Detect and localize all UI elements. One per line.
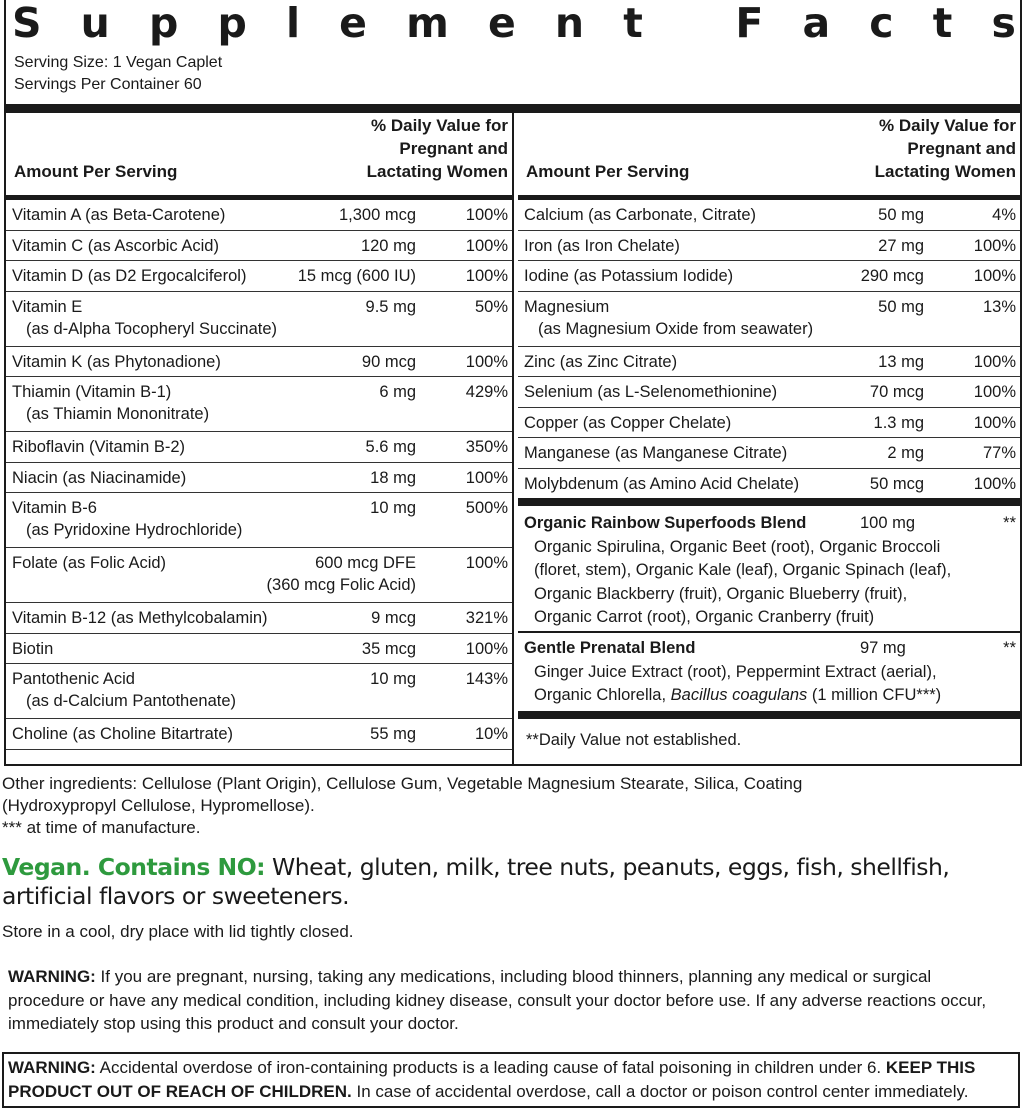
nutrient-amount: 9 mcg: [371, 609, 416, 627]
nutrient-source: (as d-Alpha Tocopheryl Succinate): [26, 319, 277, 338]
rainbow-blend-amount: 100 mg: [860, 514, 916, 532]
nutrient-name: Riboflavin (Vitamin B-2): [12, 438, 186, 456]
nutrient-daily-value: 50%: [474, 297, 508, 316]
servings-per-container: Servings Per Container 60: [14, 76, 202, 93]
nutrient-amount: 120 mg: [360, 236, 416, 255]
nutrient-daily-value: 4%: [992, 206, 1016, 224]
nutrient-amount: 35 mcg: [361, 639, 416, 658]
nutrient-row: [6, 261, 512, 292]
nutrient-amount: 2 mg: [887, 444, 924, 462]
nutrient-amount: 90 mcg: [361, 352, 416, 371]
nutrient-name: Choline (as Choline Bitartrate): [12, 725, 234, 743]
warning-general: WARNING: If you are pregnant, nursing, taking any medications, including blood thinners, planning any medical or surgical procedure or have any medical condition, including kidney disease, consult your doctor before use. If any adverse reactions occur, immediately stop using this product and consult your doctor.: [8, 967, 987, 1033]
column-divider: [512, 113, 514, 764]
nutrient-name: Zinc (as Zinc Citrate): [524, 352, 678, 371]
nutrient-amount: 10 mg: [370, 499, 416, 517]
title-letter: c: [869, 0, 894, 47]
nutrient-row: [518, 469, 1020, 500]
nutrient-amount: 600 mcg DFE: [315, 554, 416, 572]
nutrient-source: (as Thiamin Mononitrate): [26, 405, 210, 423]
nutrient-daily-value: 500%: [465, 499, 508, 517]
nutrient-name: Folate (as Folic Acid): [12, 554, 167, 572]
title-letter: n: [554, 0, 585, 47]
nutrient-row: [518, 292, 1020, 347]
rainbow-blend: Organic Rainbow Superfoods Blend 100 mg ** Organic Spirulina, Organic Beet (root), Organic Broccoli (floret, stem), Organic Kale (leaf), Organic Spinach (leaf), Organic Blackberry (fruit), Organic Blueberry (fruit), Organic Carrot (root), Organic Cranberry (fruit): [524, 514, 1016, 626]
nutrient-amount: 5.6 mg: [365, 438, 416, 456]
nutrient-row: [518, 261, 1020, 292]
rainbow-blend-name: Organic Rainbow Superfoods Blend: [524, 514, 807, 532]
nutrient-daily-value: 100%: [973, 236, 1016, 255]
nutrient-name: Iodine (as Potassium Iodide): [524, 267, 734, 285]
nutrient-name: Vitamin D (as D2 Ergocalciferol): [12, 267, 247, 285]
nutrient-row: [6, 377, 512, 432]
nutrient-amount: 18 mg: [370, 468, 416, 487]
nutrient-amount: 50 mg: [878, 297, 924, 316]
vegan-label: Vegan. Contains NO:: [2, 853, 266, 881]
nutrient-amount: 70 mcg: [869, 383, 924, 401]
nutrient-source: (as Pyridoxine Hydrochloride): [26, 521, 243, 539]
nutrient-amount: 50 mcg: [869, 474, 924, 493]
nutrient-daily-value: 100%: [465, 468, 508, 487]
title-letter: e: [339, 0, 367, 47]
nutrient-name: Vitamin E: [12, 297, 83, 316]
nutrient-name: Selenium (as L-Selenomethionine): [524, 383, 778, 401]
nutrient-name: Vitamin C (as Ascorbic Acid): [12, 236, 219, 255]
title-letter: m: [406, 0, 449, 47]
nutrient-row: [6, 292, 512, 347]
nutrient-daily-value: 321%: [465, 609, 508, 627]
nutrient-name: Molybdenum (as Amino Acid Chelate): [524, 474, 800, 493]
title-letter: t: [623, 0, 643, 47]
serving-size: Serving Size: 1 Vegan Caplet: [14, 54, 223, 71]
nutrient-name: Vitamin A (as Beta-Carotene): [12, 206, 226, 224]
amount-header: Amount Per Serving: [14, 162, 178, 181]
nutrient-amount-note: (360 mcg Folic Acid): [266, 576, 416, 594]
nutrient-amount: 55 mg: [370, 725, 416, 743]
footnote-divider: [518, 711, 1020, 719]
nutrient-amount: 13 mg: [878, 352, 924, 371]
nutrient-daily-value: 100%: [973, 413, 1016, 432]
nutrient-amount: 1,300 mcg: [338, 206, 416, 224]
supplement-facts-panel: [4, 0, 1022, 766]
blend-divider: [518, 498, 1020, 506]
nutrient-row: [6, 548, 512, 603]
title-letter: p: [217, 0, 247, 47]
nutrient-daily-value: 100%: [465, 236, 508, 255]
nutrient-name: Manganese (as Manganese Citrate): [524, 444, 788, 462]
nutrient-name: Iron (as Iron Chelate): [524, 236, 680, 255]
thick-divider: [6, 104, 1020, 113]
blend-rule: [518, 631, 1020, 633]
title-letter: S: [12, 0, 42, 47]
nutrient-name: Thiamin (Vitamin B-1): [12, 383, 172, 401]
nutrient-name: Vitamin K (as Phytonadione): [12, 352, 221, 371]
nutrient-daily-value: 100%: [465, 639, 508, 658]
iron-warning-box: WARNING: Accidental overdose of iron-containing products is a leading cause of fatal poisoning in children under 6. KEEP THIS PRODUCT OUT OF REACH OF CHILDREN. In case of accidental overdose, call a doctor or poison control center immediately.: [2, 1052, 1020, 1108]
nutrient-daily-value: 77%: [982, 444, 1016, 462]
nutrient-source: (as Magnesium Oxide from seawater): [538, 319, 814, 338]
nutrient-source: (as d-Calcium Pantothenate): [26, 692, 237, 710]
nutrient-amount: 10 mg: [370, 670, 416, 688]
nutrient-daily-value: 100%: [465, 352, 508, 371]
nutrient-daily-value: 100%: [465, 267, 508, 285]
panel-title: [12, 0, 1016, 50]
title-letter: l: [285, 0, 301, 47]
nutrient-amount: 290 mcg: [860, 267, 924, 285]
prenatal-blend: Gentle Prenatal Blend 97 mg ** Ginger Juice Extract (root), Peppermint Extract (aerial), Organic Chlorella, Bacillus coagulans (1 million CFU***): [524, 639, 1016, 704]
nutrient-name: Biotin: [12, 639, 54, 658]
dv-header-right: % Daily Value for Pregnant and Lactating Women: [874, 116, 1016, 181]
nutrient-row: [6, 493, 512, 548]
nutrient-name: Copper (as Copper Chelate): [524, 413, 732, 432]
nutrient-amount: 50 mg: [878, 206, 924, 224]
title-letter: a: [802, 0, 831, 47]
nutrient-daily-value: 143%: [465, 670, 508, 688]
nutrient-row: [6, 347, 512, 378]
title-letter: e: [487, 0, 516, 47]
nutrient-row: [6, 463, 512, 494]
nutrient-row: [6, 231, 512, 262]
nutrient-name: Calcium (as Carbonate, Citrate): [524, 206, 756, 224]
allergen-statement: Vegan. Contains NO: Wheat, gluten, milk, tree nuts, peanuts, eggs, fish, shellfish, artificial flavors or sweeteners.: [2, 853, 950, 910]
nutrient-row: [518, 377, 1020, 408]
nutrient-daily-value: 100%: [973, 383, 1016, 401]
nutrient-row: [6, 603, 512, 634]
nutrient-amount: 27 mg: [878, 236, 924, 255]
rainbow-blend-star: **: [1003, 514, 1016, 532]
nutrient-row: [518, 408, 1020, 439]
dv-footnote: **Daily Value not established.: [526, 731, 742, 749]
nutrient-row: [518, 438, 1020, 469]
title-letter: [682, 3, 696, 44]
nutrient-amount: 9.5 mg: [365, 297, 416, 316]
nutrient-daily-value: 10%: [474, 725, 508, 743]
nutrient-row: [518, 347, 1020, 378]
manufacture-note: *** at time of manufacture.: [2, 818, 201, 837]
nutrient-amount: 6 mg: [379, 383, 416, 401]
nutrient-daily-value: 100%: [465, 554, 508, 572]
nutrient-row: [518, 200, 1020, 231]
nutrient-name: Vitamin B-6: [12, 499, 97, 517]
title-letter: u: [80, 0, 110, 47]
nutrient-name: Magnesium: [524, 297, 610, 316]
nutrient-name: Pantothenic Acid: [12, 670, 135, 688]
nutrient-daily-value: 13%: [982, 297, 1016, 316]
nutrient-daily-value: 350%: [465, 438, 508, 456]
nutrient-row: [6, 432, 512, 463]
nutrient-row: [6, 664, 512, 719]
nutrient-row: [6, 634, 512, 665]
prenatal-blend-star: **: [1003, 639, 1016, 657]
nutrient-name: Vitamin B-12 (as Methylcobalamin): [12, 609, 268, 627]
nutrient-row: [6, 719, 512, 750]
nutrient-row: [518, 231, 1020, 262]
title-letter: F: [735, 0, 764, 47]
nutrient-row: [6, 200, 512, 231]
nutrient-daily-value: 100%: [973, 352, 1016, 371]
prenatal-blend-amount: 97 mg: [860, 639, 906, 657]
nutrient-amount: 15 mcg (600 IU): [297, 267, 416, 285]
dv-header: % Daily Value for Pregnant and Lactating Women: [366, 116, 508, 181]
title-letter: p: [148, 0, 179, 47]
other-ingredients: Other ingredients: Cellulose (Plant Origin), Cellulose Gum, Vegetable Magnesium Stearate, Silica, Coating (Hydroxypropyl Cellulose, Hypromellose). *** at time of manufacture.: [2, 774, 803, 837]
nutrient-daily-value: 429%: [465, 383, 508, 401]
nutrient-daily-value: 100%: [973, 267, 1016, 285]
nutrient-daily-value: 100%: [465, 206, 508, 224]
amount-header-right: Amount Per Serving: [526, 162, 690, 181]
nutrient-amount: 1.3 mg: [873, 413, 924, 432]
nutrient-daily-value: 100%: [973, 474, 1016, 493]
title-letter: s: [991, 0, 1016, 47]
prenatal-blend-name: Gentle Prenatal Blend: [524, 639, 696, 657]
title-letter: t: [932, 0, 953, 47]
nutrient-name: Niacin (as Niacinamide): [12, 468, 187, 487]
storage-instructions: Store in a cool, dry place with lid tightly closed.: [2, 922, 354, 941]
